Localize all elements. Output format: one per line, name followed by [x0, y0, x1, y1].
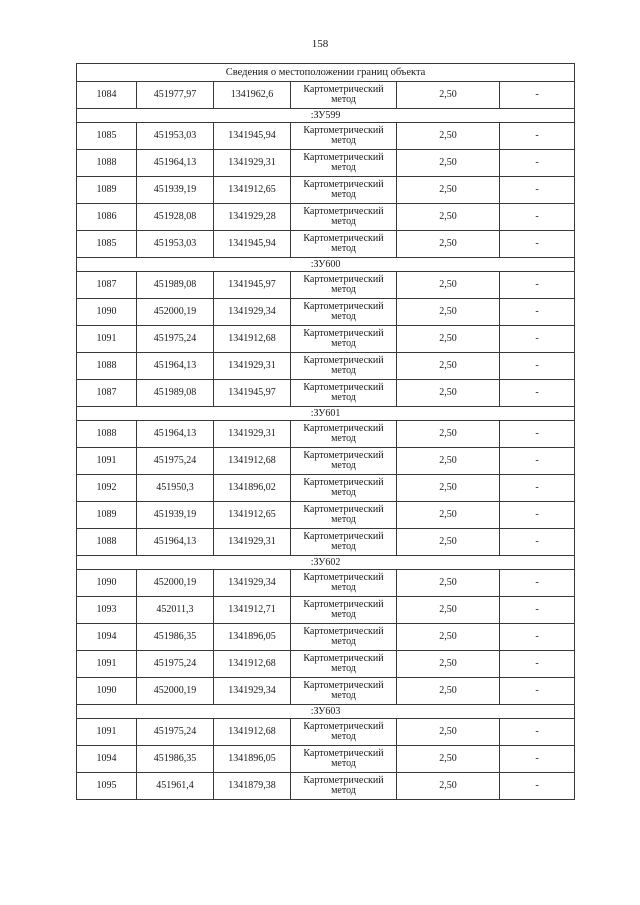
description-cell: -	[500, 773, 575, 800]
point-number-cell: 1088	[77, 150, 137, 177]
y-coordinate-cell: 1341896,05	[214, 746, 291, 773]
y-coordinate-cell: 1341962,6	[214, 82, 291, 109]
x-coordinate-cell: 451989,08	[137, 380, 214, 407]
x-coordinate-cell: 451964,13	[137, 353, 214, 380]
x-coordinate-cell: 451989,08	[137, 272, 214, 299]
point-number-cell: 1090	[77, 570, 137, 597]
point-number-cell: 1090	[77, 678, 137, 705]
y-coordinate-cell: 1341945,97	[214, 272, 291, 299]
table-row	[77, 123, 575, 150]
accuracy-cell: 2,50	[397, 502, 500, 529]
description-cell: -	[500, 231, 575, 258]
description-cell: -	[500, 746, 575, 773]
y-coordinate-cell: 1341929,28	[214, 204, 291, 231]
x-coordinate-cell: 451950,3	[137, 475, 214, 502]
y-coordinate-cell: 1341912,68	[214, 326, 291, 353]
table-row	[77, 678, 575, 705]
method-cell: Картометрический метод	[291, 326, 397, 353]
x-coordinate-cell: 452000,19	[137, 299, 214, 326]
plot-group-row	[77, 407, 575, 421]
x-coordinate-cell: 451975,24	[137, 651, 214, 678]
y-coordinate-cell: 1341929,31	[214, 353, 291, 380]
point-number-cell: 1087	[77, 380, 137, 407]
table-row	[77, 597, 575, 624]
table-row	[77, 448, 575, 475]
accuracy-cell: 2,50	[397, 475, 500, 502]
point-number-cell: 1091	[77, 326, 137, 353]
point-number-cell: 1088	[77, 353, 137, 380]
table-row	[77, 502, 575, 529]
method-cell: Картометрический метод	[291, 150, 397, 177]
x-coordinate-cell: 451953,03	[137, 231, 214, 258]
plot-group-label: :ЗУ600	[77, 258, 575, 272]
method-cell: Картометрический метод	[291, 448, 397, 475]
method-cell: Картометрический метод	[291, 177, 397, 204]
method-cell: Картометрический метод	[291, 421, 397, 448]
point-number-cell: 1087	[77, 272, 137, 299]
x-coordinate-cell: 451975,24	[137, 448, 214, 475]
y-coordinate-cell: 1341912,68	[214, 448, 291, 475]
plot-group-label: :ЗУ603	[77, 705, 575, 719]
description-cell: -	[500, 150, 575, 177]
table-row	[77, 475, 575, 502]
method-cell: Картометрический метод	[291, 123, 397, 150]
point-number-cell: 1092	[77, 475, 137, 502]
method-cell: Картометрический метод	[291, 475, 397, 502]
accuracy-cell: 2,50	[397, 299, 500, 326]
method-cell: Картометрический метод	[291, 746, 397, 773]
method-cell: Картометрический метод	[291, 529, 397, 556]
accuracy-cell: 2,50	[397, 651, 500, 678]
table-row	[77, 380, 575, 407]
y-coordinate-cell: 1341945,94	[214, 231, 291, 258]
description-cell: -	[500, 502, 575, 529]
accuracy-cell: 2,50	[397, 380, 500, 407]
table-row	[77, 746, 575, 773]
table-row	[77, 353, 575, 380]
description-cell: -	[500, 719, 575, 746]
point-number-cell: 1085	[77, 123, 137, 150]
accuracy-cell: 2,50	[397, 272, 500, 299]
accuracy-cell: 2,50	[397, 150, 500, 177]
description-cell: -	[500, 326, 575, 353]
point-number-cell: 1090	[77, 299, 137, 326]
table-row	[77, 651, 575, 678]
method-cell: Картометрический метод	[291, 719, 397, 746]
x-coordinate-cell: 451975,24	[137, 719, 214, 746]
y-coordinate-cell: 1341929,31	[214, 150, 291, 177]
page-number: 158	[311, 38, 329, 50]
point-number-cell: 1088	[77, 529, 137, 556]
description-cell: -	[500, 380, 575, 407]
table-row	[77, 231, 575, 258]
point-number-cell: 1093	[77, 597, 137, 624]
x-coordinate-cell: 451964,13	[137, 421, 214, 448]
description-cell: -	[500, 678, 575, 705]
point-number-cell: 1086	[77, 204, 137, 231]
y-coordinate-cell: 1341929,31	[214, 421, 291, 448]
x-coordinate-cell: 451953,03	[137, 123, 214, 150]
accuracy-cell: 2,50	[397, 177, 500, 204]
accuracy-cell: 2,50	[397, 624, 500, 651]
method-cell: Картометрический метод	[291, 82, 397, 109]
accuracy-cell: 2,50	[397, 353, 500, 380]
y-coordinate-cell: 1341945,94	[214, 123, 291, 150]
plot-group-label: :ЗУ601	[77, 407, 575, 421]
x-coordinate-cell: 451964,13	[137, 529, 214, 556]
x-coordinate-cell: 451939,19	[137, 177, 214, 204]
method-cell: Картометрический метод	[291, 773, 397, 800]
table-row	[77, 624, 575, 651]
accuracy-cell: 2,50	[397, 597, 500, 624]
accuracy-cell: 2,50	[397, 204, 500, 231]
method-cell: Картометрический метод	[291, 651, 397, 678]
description-cell: -	[500, 353, 575, 380]
x-coordinate-cell: 451975,24	[137, 326, 214, 353]
table-row	[77, 299, 575, 326]
description-cell: -	[500, 529, 575, 556]
method-cell: Картометрический метод	[291, 231, 397, 258]
point-number-cell: 1094	[77, 746, 137, 773]
plot-group-row	[77, 556, 575, 570]
x-coordinate-cell: 451986,35	[137, 624, 214, 651]
table-row	[77, 82, 575, 109]
plot-group-row	[77, 705, 575, 719]
table-row	[77, 529, 575, 556]
point-number-cell: 1088	[77, 421, 137, 448]
description-cell: -	[500, 299, 575, 326]
table-header-row	[77, 64, 575, 82]
accuracy-cell: 2,50	[397, 678, 500, 705]
y-coordinate-cell: 1341896,02	[214, 475, 291, 502]
accuracy-cell: 2,50	[397, 448, 500, 475]
point-number-cell: 1095	[77, 773, 137, 800]
table-row	[77, 150, 575, 177]
boundary-coordinates-table	[76, 63, 575, 800]
y-coordinate-cell: 1341929,34	[214, 678, 291, 705]
method-cell: Картометрический метод	[291, 624, 397, 651]
description-cell: -	[500, 123, 575, 150]
description-cell: -	[500, 597, 575, 624]
y-coordinate-cell: 1341929,34	[214, 299, 291, 326]
y-coordinate-cell: 1341912,68	[214, 719, 291, 746]
x-coordinate-cell: 451961,4	[137, 773, 214, 800]
table-row	[77, 773, 575, 800]
accuracy-cell: 2,50	[397, 326, 500, 353]
x-coordinate-cell: 452011,3	[137, 597, 214, 624]
method-cell: Картометрический метод	[291, 272, 397, 299]
y-coordinate-cell: 1341912,71	[214, 597, 291, 624]
x-coordinate-cell: 452000,19	[137, 678, 214, 705]
table-row	[77, 719, 575, 746]
description-cell: -	[500, 421, 575, 448]
description-cell: -	[500, 475, 575, 502]
accuracy-cell: 2,50	[397, 746, 500, 773]
plot-group-row	[77, 258, 575, 272]
table-row	[77, 177, 575, 204]
point-number-cell: 1094	[77, 624, 137, 651]
plot-group-label: :ЗУ602	[77, 556, 575, 570]
plot-group-row	[77, 109, 575, 123]
description-cell: -	[500, 448, 575, 475]
point-number-cell: 1085	[77, 231, 137, 258]
table-row	[77, 570, 575, 597]
x-coordinate-cell: 451977,97	[137, 82, 214, 109]
y-coordinate-cell: 1341896,05	[214, 624, 291, 651]
point-number-cell: 1089	[77, 502, 137, 529]
y-coordinate-cell: 1341912,65	[214, 177, 291, 204]
table-row	[77, 272, 575, 299]
point-number-cell: 1089	[77, 177, 137, 204]
y-coordinate-cell: 1341929,31	[214, 529, 291, 556]
accuracy-cell: 2,50	[397, 529, 500, 556]
table-row	[77, 326, 575, 353]
x-coordinate-cell: 451986,35	[137, 746, 214, 773]
description-cell: -	[500, 177, 575, 204]
y-coordinate-cell: 1341912,65	[214, 502, 291, 529]
description-cell: -	[500, 624, 575, 651]
method-cell: Картометрический метод	[291, 353, 397, 380]
x-coordinate-cell: 451939,19	[137, 502, 214, 529]
method-cell: Картометрический метод	[291, 678, 397, 705]
point-number-cell: 1091	[77, 448, 137, 475]
point-number-cell: 1091	[77, 719, 137, 746]
method-cell: Картометрический метод	[291, 502, 397, 529]
accuracy-cell: 2,50	[397, 719, 500, 746]
y-coordinate-cell: 1341912,68	[214, 651, 291, 678]
description-cell: -	[500, 272, 575, 299]
x-coordinate-cell: 451964,13	[137, 150, 214, 177]
y-coordinate-cell: 1341929,34	[214, 570, 291, 597]
description-cell: -	[500, 570, 575, 597]
accuracy-cell: 2,50	[397, 570, 500, 597]
accuracy-cell: 2,50	[397, 421, 500, 448]
accuracy-cell: 2,50	[397, 773, 500, 800]
x-coordinate-cell: 451928,08	[137, 204, 214, 231]
description-cell: -	[500, 651, 575, 678]
description-cell: -	[500, 204, 575, 231]
table-row	[77, 421, 575, 448]
plot-group-label: :ЗУ599	[77, 109, 575, 123]
description-cell: -	[500, 82, 575, 109]
table-row	[77, 204, 575, 231]
accuracy-cell: 2,50	[397, 82, 500, 109]
y-coordinate-cell: 1341879,38	[214, 773, 291, 800]
method-cell: Картометрический метод	[291, 597, 397, 624]
method-cell: Картометрический метод	[291, 299, 397, 326]
method-cell: Картометрический метод	[291, 380, 397, 407]
accuracy-cell: 2,50	[397, 231, 500, 258]
table-header: Сведения о местоположении границ объекта	[77, 64, 575, 82]
method-cell: Картометрический метод	[291, 204, 397, 231]
point-number-cell: 1091	[77, 651, 137, 678]
method-cell: Картометрический метод	[291, 570, 397, 597]
point-number-cell: 1084	[77, 82, 137, 109]
y-coordinate-cell: 1341945,97	[214, 380, 291, 407]
x-coordinate-cell: 452000,19	[137, 570, 214, 597]
accuracy-cell: 2,50	[397, 123, 500, 150]
